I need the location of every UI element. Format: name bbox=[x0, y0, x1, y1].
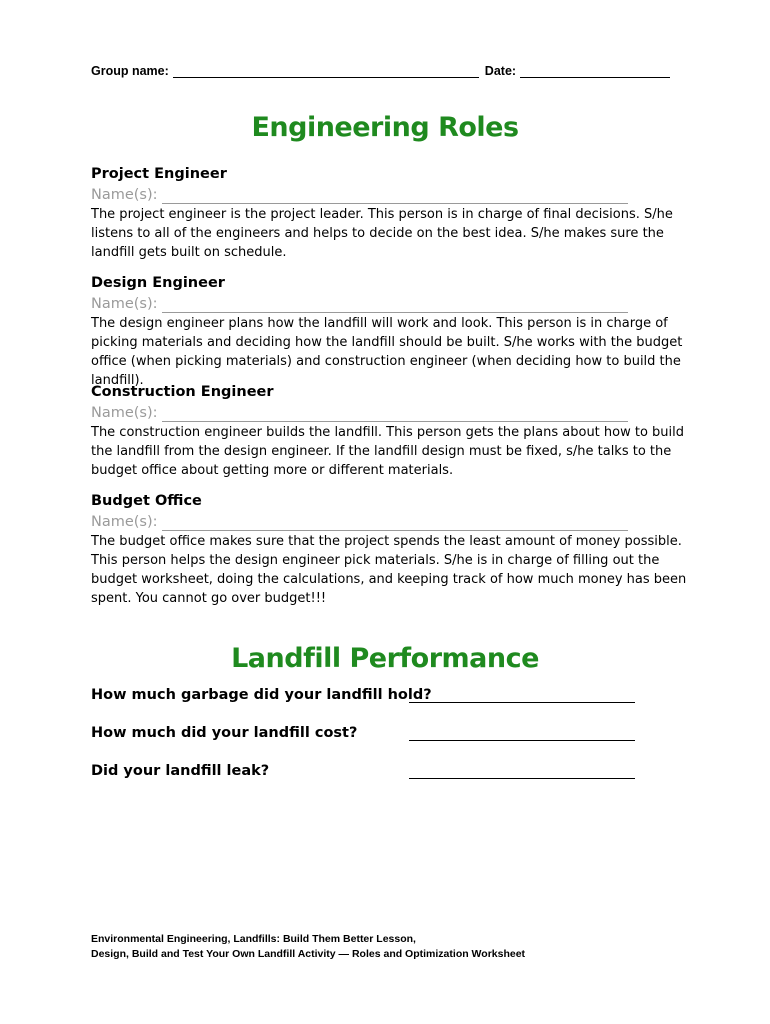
footer-line-1: Environmental Engineering, Landfills: Build Them Better Lesson, bbox=[91, 933, 416, 945]
role-construction-engineer bbox=[91, 382, 691, 480]
names-field[interactable] bbox=[162, 516, 628, 531]
role-description: The construction engineer builds the landfill. This person gets the plans about how to build the landfill from the design engineer. If the landfill design must be fixed, s/he talks to the budget office about getting more or different materials. bbox=[91, 425, 685, 478]
role-description: The budget office makes sure that the project spends the least amount of money possible. This person helps the design engineer pick materials. S/he is in charge of filling out the budget worksheet, doing the calculations, and keeping track of how much money has been spent. You cannot go over budget!!! bbox=[91, 534, 687, 606]
question-landfill-cost bbox=[91, 724, 651, 741]
names-field[interactable] bbox=[162, 298, 628, 313]
role-title: Budget Office bbox=[91, 493, 202, 509]
role-title: Project Engineer bbox=[91, 166, 227, 182]
engineering-roles-title: Engineering Roles bbox=[251, 112, 519, 143]
names-label: Name(s): bbox=[91, 405, 158, 421]
role-description: The project engineer is the project leader. This person is in charge of final decisions. S/he listens to all of the engineers and helps to decide on the best idea. S/he makes sure the landfill gets built on schedule. bbox=[91, 207, 673, 260]
answer-field[interactable] bbox=[409, 762, 635, 779]
group-name-field[interactable] bbox=[173, 64, 479, 78]
names-label: Name(s): bbox=[91, 187, 158, 203]
role-title: Design Engineer bbox=[91, 275, 225, 291]
question-garbage-held bbox=[91, 686, 651, 703]
question-text: How much did your landfill cost? bbox=[91, 725, 358, 741]
question-text: Did your landfill leak? bbox=[91, 763, 270, 779]
role-design-engineer bbox=[91, 273, 691, 390]
answer-field[interactable] bbox=[409, 724, 635, 741]
date-label: Date: bbox=[484, 64, 517, 78]
names-field[interactable] bbox=[162, 407, 628, 422]
role-description: The design engineer plans how the landfill will work and look. This person is in charge of picking materials and deciding how the landfill should be built. S/he works with the budget office (when picking materials) and construction engineer (when deciding how to build the landfill). bbox=[91, 316, 683, 388]
names-row bbox=[91, 402, 691, 422]
names-label: Name(s): bbox=[91, 296, 158, 312]
role-title: Construction Engineer bbox=[91, 384, 274, 400]
question-text: How much garbage did your landfill hold? bbox=[91, 687, 432, 703]
footer-line-2: Design, Build and Test Your Own Landfill Activity — Roles and Optimization Worksheet bbox=[91, 948, 526, 960]
names-row bbox=[91, 293, 691, 313]
date-field[interactable] bbox=[520, 64, 670, 78]
landfill-performance-title: Landfill Performance bbox=[231, 643, 539, 674]
names-row bbox=[91, 184, 691, 204]
names-field[interactable] bbox=[162, 189, 628, 204]
footer bbox=[91, 932, 525, 962]
role-project-engineer bbox=[91, 164, 691, 262]
role-budget-office bbox=[91, 491, 691, 608]
names-label: Name(s): bbox=[91, 514, 158, 530]
group-name-label: Group name: bbox=[91, 64, 169, 78]
names-row bbox=[91, 511, 691, 531]
header-line bbox=[91, 64, 670, 78]
answer-field[interactable] bbox=[409, 686, 635, 703]
question-landfill-leak bbox=[91, 762, 651, 779]
